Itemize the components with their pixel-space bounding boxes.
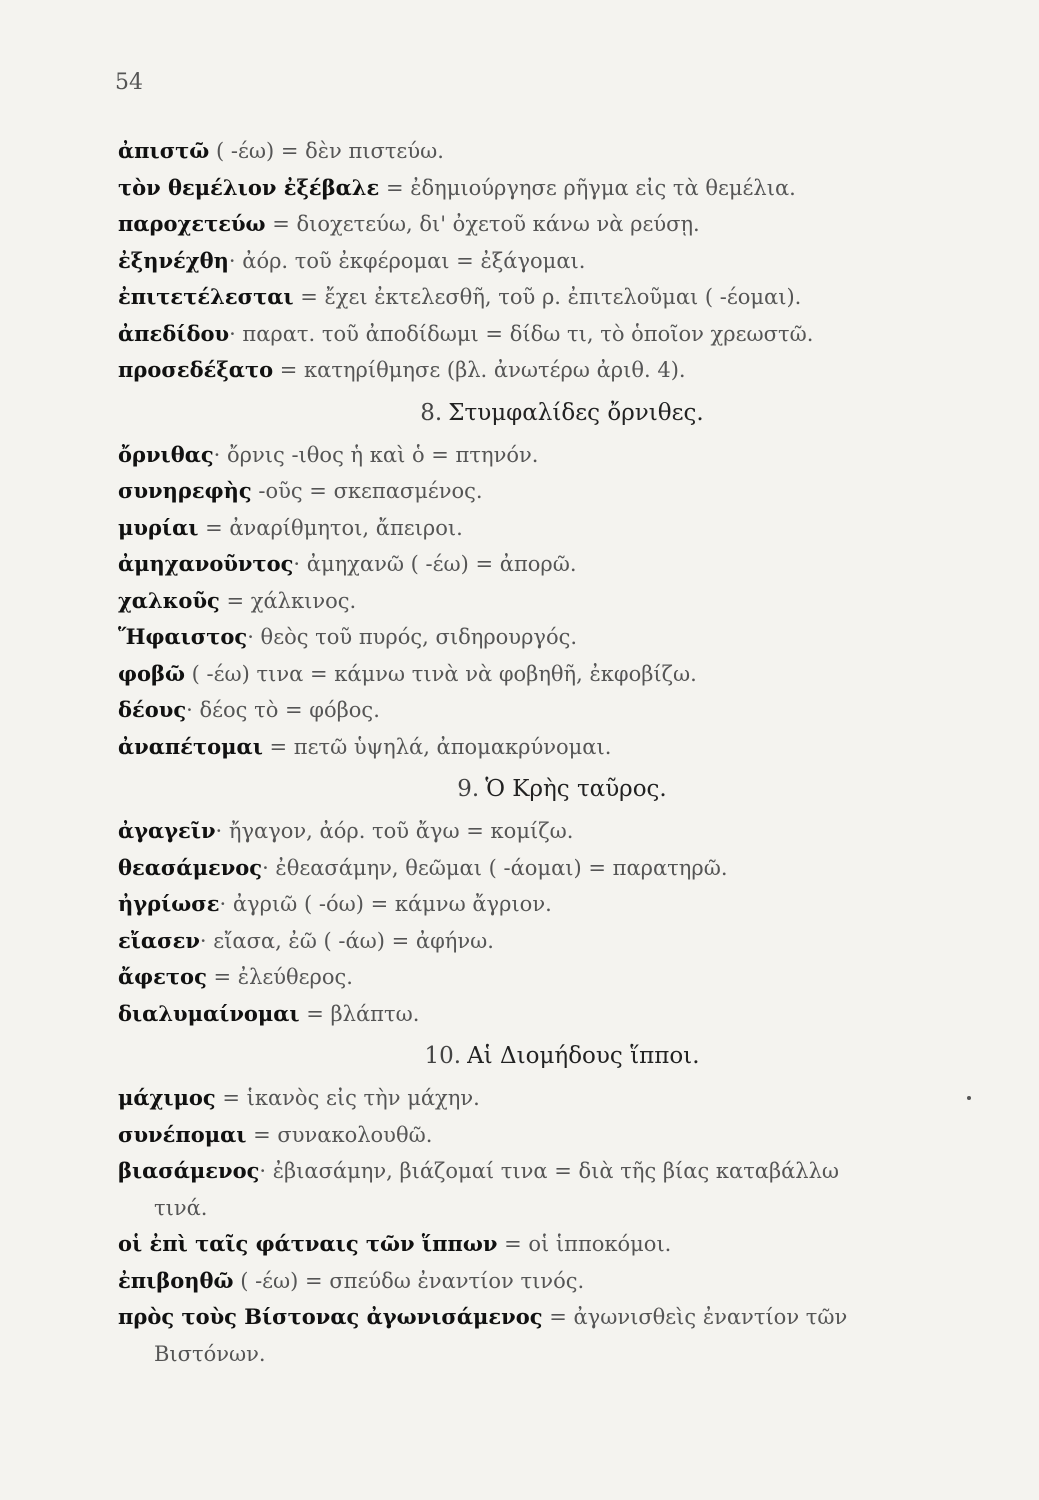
glossary-entry (118, 923, 978, 960)
entry-term: εἴασεν (118, 927, 200, 953)
glossary-entry (118, 850, 978, 887)
glossary-entry (118, 206, 978, 243)
glossary-entry (118, 546, 978, 583)
entry-definition: Βιστόνων. (154, 1341, 266, 1366)
entry-term: συνηρεφὴς (118, 478, 252, 503)
glossary-list (118, 133, 978, 1372)
glossary-entry (118, 996, 978, 1033)
entry-term: τὸν θεμέλιον ἐξέβαλε (118, 174, 380, 200)
entry-term: συνέπομαι (118, 1121, 247, 1147)
entry-definition: = ἀγωνισθεὶς ἐναντίον τῶν (542, 1305, 848, 1329)
glossary-entry (118, 1263, 978, 1300)
entry-definition: ( -έω) = δὲν πιστεύω. (209, 139, 444, 163)
entry-definition: · ἐβιασάμην, βιάζομαί τινα = διὰ τῆς βίας καταβάλλω (259, 1159, 840, 1183)
glossary-entry (118, 1117, 978, 1154)
section-title: Ὁ Κρὴς ταῦρος. (485, 776, 667, 802)
entry-term: ἀμηχανοῦντος (118, 551, 294, 576)
page-number: 54 (115, 70, 143, 95)
entry-term: θεασάμενος (118, 854, 263, 880)
entry-definition: = πετῶ ὑψηλά, ἀπομακρύνομαι. (262, 734, 612, 759)
entry-term: βιασάμενος (118, 1158, 260, 1183)
entry-definition: = ἱκανὸς εἰς τὴν μάχην. (215, 1086, 480, 1110)
glossary-entry (118, 1299, 978, 1336)
entry-definition: = χάλκινος. (219, 588, 357, 613)
entry-definition: = διοχετεύω, δι' ὀχετοῦ κάνω νὰ ρεύσῃ. (265, 212, 700, 236)
entry-definition: = οἱ ἱπποκόμοι. (497, 1232, 672, 1256)
entry-term: χαλκοῦς (118, 587, 220, 613)
entry-term: πρὸς τοὺς Βίστονας ἀγωνισάμενος (118, 1304, 543, 1329)
entry-term: ὄρνιθας (118, 441, 214, 467)
section-number: 9. (457, 776, 480, 802)
glossary-entry-continuation (118, 1190, 978, 1227)
entry-term: ἀπιστῶ (118, 138, 210, 163)
entry-definition: = κατηρίθμησε (βλ. ἀνωτέρω ἀριθ. 4). (273, 358, 686, 382)
entry-definition: = ἔχει ἐκτελεσθῆ, τοῦ ρ. ἐπιτελοῦμαι ( -έομαι). (293, 285, 802, 309)
entry-term: διαλυμαίνομαι (118, 1000, 300, 1026)
glossary-entry (118, 473, 978, 510)
glossary-entry (118, 437, 978, 474)
glossary-entry (118, 316, 978, 353)
entry-definition: · ἤγαγον, ἀόρ. τοῦ ἄγω = κομίζω. (215, 819, 574, 843)
entry-definition: · ἀμηχανῶ ( -έω) = ἀπορῶ. (293, 552, 577, 576)
glossary-entry (118, 959, 978, 996)
entry-definition: = ἐλεύθερος. (206, 965, 353, 989)
entry-term: μάχιμος (118, 1085, 216, 1110)
entry-term: προσεδέξατο (118, 357, 274, 382)
entry-definition: · ὄρνις -ιθος ἡ καὶ ὁ = πτηνόν. (213, 442, 539, 467)
entry-term: δέους (118, 697, 187, 722)
entry-definition: · δέος τὸ = φόβος. (186, 698, 380, 722)
entry-term: Ἥφαιστος (118, 624, 248, 649)
section-number: 10. (424, 1043, 462, 1069)
entry-definition: = ἀναρίθμητοι, ἄπειροι. (198, 515, 463, 540)
entry-term: μυρίαι (118, 514, 199, 540)
glossary-entry (118, 692, 978, 729)
section-title: Αἱ Διομήδους ἵπποι. (467, 1043, 700, 1069)
glossary-entry (118, 279, 978, 316)
entry-term: ἀγαγεῖν (118, 818, 216, 843)
entry-definition: = ἐδημιούργησε ρῆγμα εἰς τὰ θεμέλια. (379, 175, 796, 200)
glossary-entry (118, 1153, 978, 1190)
glossary-entry (118, 813, 978, 850)
entry-definition: · παρατ. τοῦ ἀποδίδωμι = δίδω τι, τὸ ὁποῖον χρεωστῶ. (229, 321, 814, 346)
glossary-entry (118, 729, 978, 766)
glossary-entry (118, 1080, 978, 1117)
glossary-entry (118, 352, 978, 389)
glossary-entry (118, 243, 978, 280)
entry-term: ἄφετος (118, 964, 207, 989)
entry-term: παροχετεύω (118, 211, 266, 236)
section-heading (118, 389, 978, 437)
glossary-entry-continuation (118, 1336, 978, 1373)
entry-definition: · ἐθεασάμην, θεῶμαι ( -άομαι) = παρατηρῶ. (262, 855, 728, 880)
entry-definition: -οῦς = σκεπασμένος. (251, 479, 483, 503)
section-title: Στυμφαλίδες ὄρνιθες. (448, 399, 704, 426)
glossary-entry (118, 656, 978, 693)
glossary-entry (118, 170, 978, 207)
entry-definition: · εἴασα, ἐῶ ( -άω) = ἀφήνω. (199, 928, 494, 953)
entry-term: ἐξηνέχθη (118, 247, 229, 273)
entry-definition: τινά. (154, 1195, 208, 1220)
section-heading (118, 765, 978, 813)
entry-definition: ( -έω) = σπεύδω ἐναντίον τινός. (233, 1268, 585, 1293)
entry-term: ἐπιτετέλεσται (118, 284, 294, 309)
entry-term: ἀναπέτομαι (118, 733, 263, 759)
entry-term: ἐπιβοηθῶ (118, 1267, 234, 1293)
entry-term: οἱ ἐπὶ ταῖς φάτναις τῶν ἵππων (118, 1231, 498, 1256)
entry-definition: ( -έω) τινα = κάμνω τινὰ νὰ φοβηθῆ, ἐκφοβίζω. (184, 661, 697, 686)
entry-definition: = συνακολουθῶ. (246, 1122, 433, 1147)
ink-speck (967, 1096, 971, 1100)
entry-definition: · θεὸς τοῦ πυρός, σιδηρουργός. (247, 625, 578, 649)
glossary-entry (118, 133, 978, 170)
entry-definition: · ἀγριῶ ( -όω) = κάμνω ἄγριον. (219, 892, 552, 916)
section-number: 8. (420, 399, 443, 426)
glossary-entry (118, 510, 978, 547)
entry-term: ἀπεδίδου (118, 320, 230, 346)
glossary-entry (118, 619, 978, 656)
entry-definition: · ἀόρ. τοῦ ἐκφέρομαι = ἐξάγομαι. (228, 248, 586, 273)
section-heading (118, 1032, 978, 1080)
glossary-entry (118, 1226, 978, 1263)
entry-term: ἠγρίωσε (118, 891, 220, 916)
entry-term: φοβῶ (118, 660, 185, 686)
glossary-entry (118, 583, 978, 620)
glossary-entry (118, 886, 978, 923)
entry-definition: = βλάπτω. (299, 1001, 420, 1026)
